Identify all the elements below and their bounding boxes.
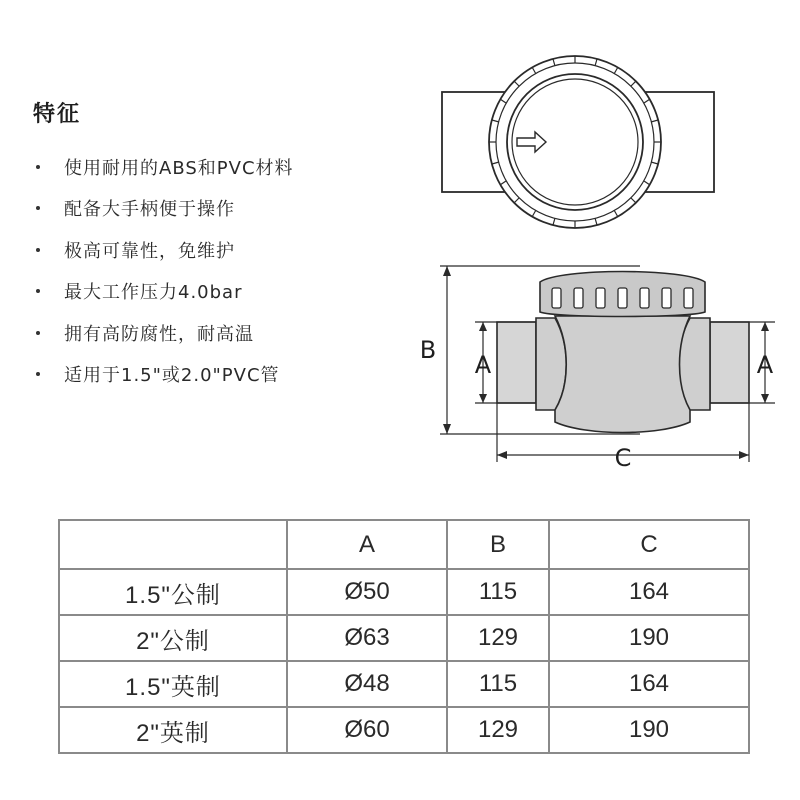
side-view-pipe-right [710,322,749,403]
table-header-cell: A [287,520,447,569]
table-cell: 1.5"公制 [59,569,287,615]
table-cell: 2"公制 [59,615,287,661]
features-title: 特征 [33,102,82,127]
table-cell: Ø60 [287,707,447,753]
feature-text: 适用于1.5"或2.0"PVC管 [64,365,280,387]
table-header-cell [59,520,287,569]
table-cell: 2"英制 [59,707,287,753]
table-cell: 1.5"英制 [59,661,287,707]
table-cell: 164 [549,661,749,707]
label-a-left: A [474,351,492,379]
feature-text: 最大工作压力4.0bar [64,282,243,304]
feature-text: 使用耐用的ABS和PVC材料 [64,157,294,179]
label-a-right: A [756,351,774,379]
table-cell: 129 [447,707,549,753]
top-view [442,56,714,228]
table-header-cell: B [447,520,549,569]
table-row [59,661,749,707]
table-cell: 190 [549,707,749,753]
spec-table [58,519,750,754]
feature-text: 拥有高防腐性，耐高温 [64,323,254,345]
table-cell: Ø63 [287,615,447,661]
table-cell: Ø48 [287,661,447,707]
table-row [59,707,749,753]
label-b: B [419,336,437,364]
side-view [497,272,749,433]
table-cell: Ø50 [287,569,447,615]
table-cell: 164 [549,569,749,615]
side-view-pipe-left [497,322,536,403]
table-cell: 129 [447,615,549,661]
table-cell: 115 [447,569,549,615]
feature-text: 配备大手柄便于操作 [64,199,235,221]
table-row [59,615,749,661]
table-header-row [59,520,749,569]
table-header-cell: C [549,520,749,569]
side-view-body [555,316,690,433]
label-c: C [614,444,632,472]
feature-text: 极高可靠性，免维护 [64,240,235,262]
table-cell: 190 [549,615,749,661]
table-cell: 115 [447,661,549,707]
table-row [59,569,749,615]
